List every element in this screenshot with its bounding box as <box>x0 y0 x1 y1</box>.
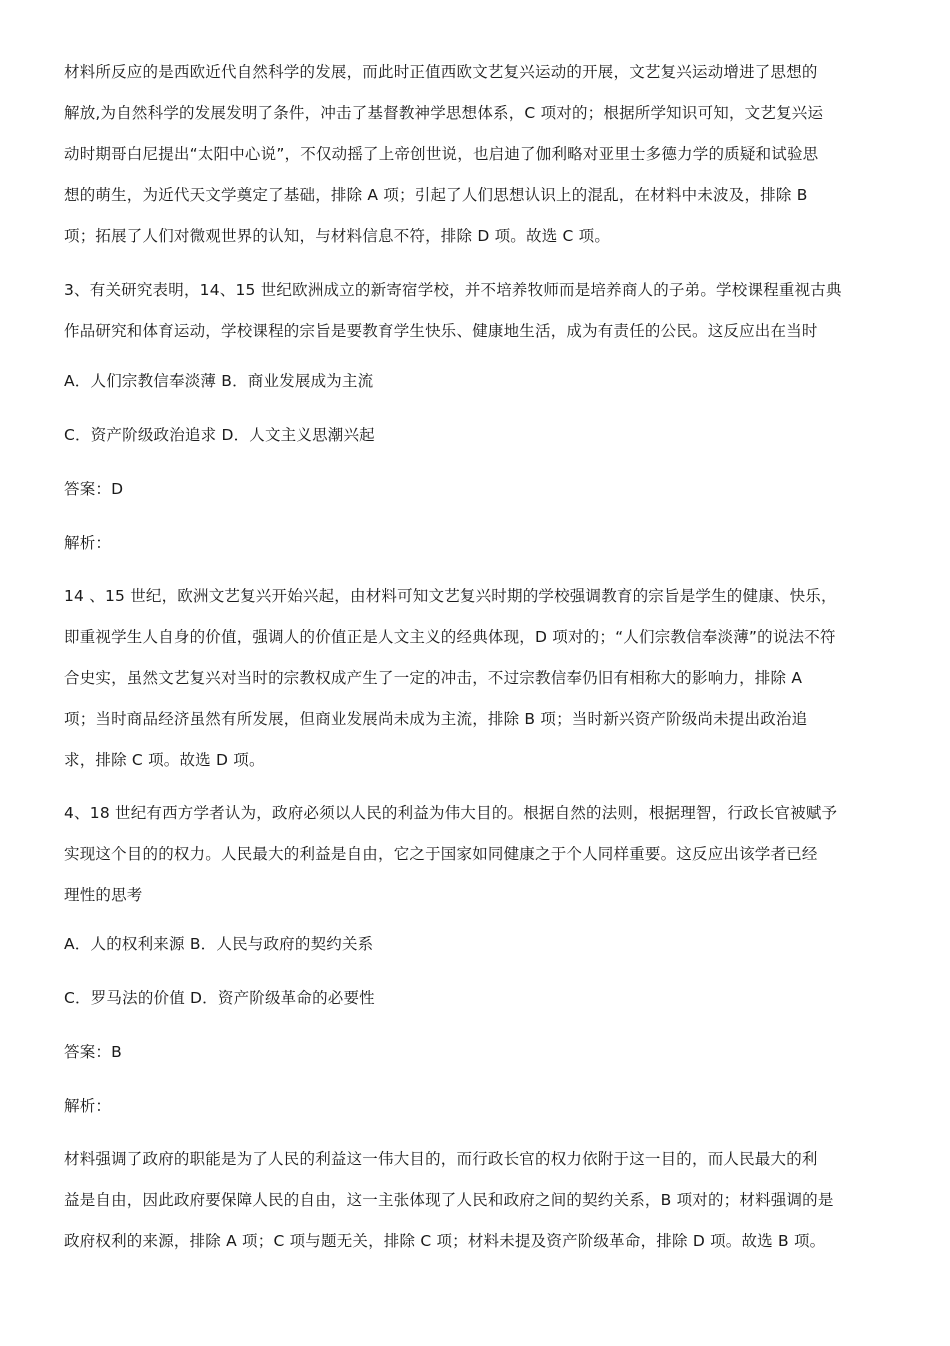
question-3-answer <box>64 469 890 510</box>
question-4-options-ab <box>64 924 890 965</box>
text-line: 想的萌生，为近代天文学奠定了基础，排除 A 项；引起了人们思想认识上的混乱，在材料中未波及，排除 B <box>64 186 808 204</box>
text-line: C．资产阶级政治追求 D．人文主义思潮兴起 <box>64 426 375 444</box>
text-line: 求，排除 C 项。故选 D 项。 <box>64 751 265 769</box>
text-line: 解析： <box>64 534 112 552</box>
text-line: 理性的思考 <box>64 886 143 904</box>
text-line: 合史实，虽然文艺复兴对当时的宗教权成产生了一定的冲击，不过宗教信奉仍旧有相称大的影响力，排除 A <box>64 669 803 687</box>
question-4-analysis <box>64 1139 890 1262</box>
text-line: 即重视学生人自身的价值，强调人的价值正是人文主义的经典体现，D 项对的；“人们宗教信奉淡薄”的说法不符 <box>64 628 836 646</box>
text-line: 动时期哥白尼提出“太阳中心说”，不仅动摇了上帝创世说，也启迪了伽利略对亚里士多德力学的质疑和试验思 <box>64 145 819 163</box>
question-3-options-ab <box>64 361 890 402</box>
text-line: 答案：D <box>64 480 124 498</box>
text-line: 14 、15 世纪，欧洲文艺复兴开始兴起，由材料可知文艺复兴时期的学校强调教育的宗旨是学生的健康、快乐， <box>64 587 837 605</box>
question-3-options-cd <box>64 415 890 456</box>
question-3-analysis <box>64 576 890 781</box>
text-line: 解析： <box>64 1097 112 1115</box>
text-line: 3、有关研究表明，14、15 世纪欧洲成立的新寄宿学校，并不培养牧师而是培养商人的子弟。学校课程重视古典 <box>64 281 842 299</box>
text-line: A．人们宗教信奉淡薄 B．商业发展成为主流 <box>64 372 374 390</box>
question-4-analysis-label <box>64 1086 890 1127</box>
text-line: 项；当时商品经济虽然有所发展，但商业发展尚未成为主流，排除 B 项；当时新兴资产阶级尚未提出政治追 <box>64 710 808 728</box>
text-line: 实现这个目的的权力。人民最大的利益是自由，它之于国家如同健康之于个人同样重要。这反应出该学者已经 <box>64 845 818 863</box>
text-line: 材料强调了政府的职能是为了人民的利益这一伟大目的，而行政长官的权力依附于这一目的，而人民最大的利 <box>64 1150 818 1168</box>
text-line: 答案：B <box>64 1043 122 1061</box>
question-3-analysis-label <box>64 523 890 564</box>
text-line: 益是自由，因此政府要保障人民的自由，这一主张体现了人民和政府之间的契约关系，B 项对的；材料强调的是 <box>64 1191 834 1209</box>
question-3-stem <box>64 270 890 352</box>
question-4-options-cd <box>64 978 890 1019</box>
question-4-answer <box>64 1032 890 1073</box>
text-line: A．人的权利来源 B．人民与政府的契约关系 <box>64 935 374 953</box>
text-line: 材料所反应的是西欧近代自然科学的发展，而此时正值西欧文艺复兴运动的开展，文艺复兴运动增进了思想的 <box>64 63 818 81</box>
text-line: C．罗马法的价值 D．资产阶级革命的必要性 <box>64 989 375 1007</box>
paragraph-explanation-2 <box>64 52 890 257</box>
text-line: 解放,为自然科学的发展发明了条件，冲击了基督教神学思想体系，C 项对的；根据所学知识可知，文艺复兴运 <box>64 104 824 122</box>
question-4-stem <box>64 793 890 916</box>
text-line: 作品研究和体育运动，学校课程的宗旨是要教育学生快乐、健康地生活，成为有责任的公民。这反应出在当时 <box>64 322 818 340</box>
text-line: 项；拓展了人们对微观世界的认知，与材料信息不符，排除 D 项。故选 C 项。 <box>64 227 611 245</box>
text-line: 4、18 世纪有西方学者认为，政府必须以人民的利益为伟大目的。根据自然的法则，根据理智，行政长官被赋予 <box>64 804 838 822</box>
text-line: 政府权利的来源，排除 A 项；C 项与题无关，排除 C 项；材料未提及资产阶级革命，排除 D 项。故选 B 项。 <box>64 1232 826 1250</box>
